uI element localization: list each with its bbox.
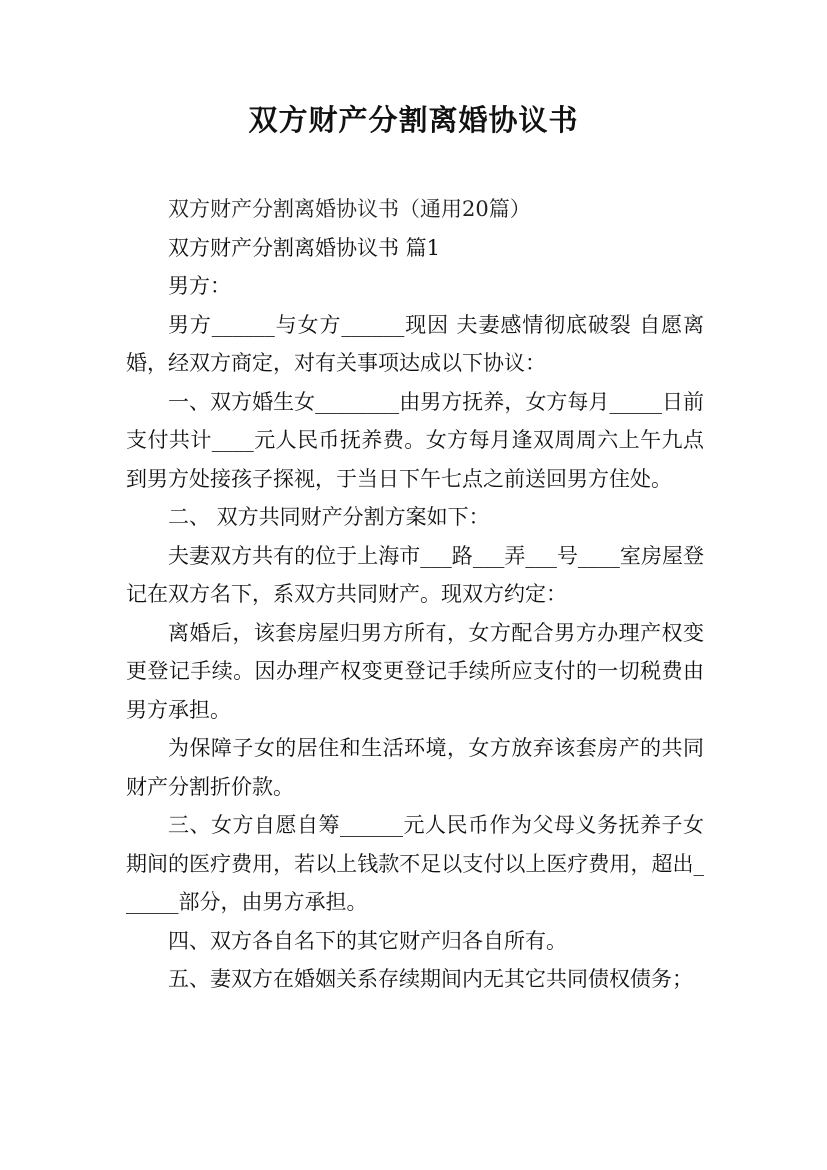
document-body <box>126 190 704 999</box>
paragraph-waiver: 为保障子女的居住和生活环境，女方放弃该套房产的共同财产分割折价款。 <box>126 736 704 799</box>
paragraph-after-divorce: 离婚后，该套房屋归男方所有，女方配合男方办理产权变更登记手续。因办理产权变更登记手续所应支付的一切税费由男方承担。 <box>126 620 704 722</box>
paragraph-clause-5: 五、妻双方在婚姻关系存续期间内无其它共同债权债务； <box>168 967 693 991</box>
paragraph-clause-1: 一、双方婚生女________由男方抚养，女方每月_____日前支付共计____元人民币抚养费。女方每月逢双周周六上午九点到男方处接孩子探视，于当日下午七点之前送回男方住处。 <box>126 389 704 491</box>
paragraph-party-label: 男方： <box>168 274 231 298</box>
paragraph-clause-4: 四、双方各自名下的其它财产归各自所有。 <box>168 928 567 953</box>
paragraph-clause-2: 二、 双方共同财产分割方案如下： <box>168 505 490 529</box>
paragraph-section-heading: 双方财产分割离婚协议书 篇1 <box>168 235 441 260</box>
paragraph-property: 夫妻双方共有的位于上海市___路___弄___号____室房屋登记在双方名下，系双方共同财产。现双方约定： <box>126 543 704 606</box>
document-title: 双方财产分割离婚协议书 <box>248 103 579 137</box>
paragraph-intro: 男方______与女方______现因 夫妻感情彻底破裂 自愿离婚，经双方商定，对有关事项达成以下协议： <box>126 312 704 375</box>
paragraph-clause-3: 三、女方自愿自筹______元人民币作为父母义务抚养子女期间的医疗费用，若以上钱款不足以支付以上医疗费用，超出______部分，由男方承担。 <box>126 813 704 914</box>
paragraph-subtitle: 双方财产分割离婚协议书（通用20篇） <box>168 197 531 221</box>
